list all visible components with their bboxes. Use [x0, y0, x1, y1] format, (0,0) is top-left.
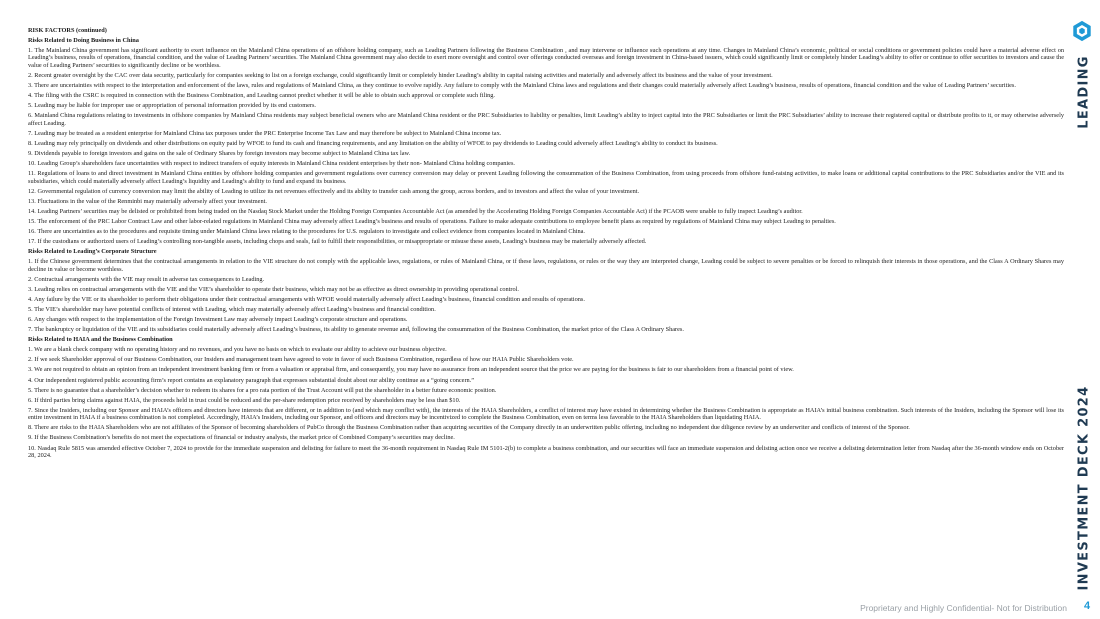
risk-item: 10. Leading Group’s shareholders face uncertainties with respect to indirect transfers of equity interests in Mainland China resident enterprises by their non- Mainland China holding companies. [28, 160, 515, 168]
risk-item: 16. There are uncertainties as to the procedures and requisite timing under Mainland China laws relating to the procedures for U.S. regulators to investigate and collect evidence from companies located in Mainland China. [28, 228, 585, 236]
risk-item: 17. If the custodians or authorized users of Leading’s controlling non-tangible assets, including chops and seals, fail to fulfill their responsibilities, or misappropriate or misuse these assets, Leading’s business may be materially adversely affected. [28, 238, 647, 246]
risk-item: 2. Contractual arrangements with the VIE may result in adverse tax consequences to Leading. [28, 275, 265, 283]
risk-item: 8. Leading may rely principally on dividends and other distributions on equity paid by WFOE to fund its cash and financing requirements, and any limitation on the ability of WFOE to pay dividends to Leading could adversely affect Leading’s ability to conduct its business. [28, 139, 718, 147]
risk-item: 10. Nasdaq Rule 5815 was amended effective October 7, 2024 to provide for the immediate suspension and delisting for failure to meet the 36-month requirement in Nasdaq Rule IM 5101-2(b) to complete a business combination, and our securities will face an immediate suspension and delisting action once we receive a delisting determination letter from Nasdaq after the 36-month window ends on October 28, 2024. [28, 444, 1064, 459]
risk-item: 3. We are not required to obtain an opinion from an independent investment banking firm or from a valuation or appraisal firm, and consequently, you may have no assurance from an independent source that the price we are paying for the business is fair to our shareholders from a financial point of view. [28, 366, 794, 374]
risk-item: 13. Fluctuations in the value of the Renminbi may materially adversely affect your investment. [28, 197, 267, 205]
leading-logo-icon [1071, 20, 1093, 42]
confidential-footer: Proprietary and Highly Confidential- Not for Distribution [860, 603, 1067, 613]
risk-item: 2. If we seek Shareholder approval of our Business Combination, our Insiders and management team have agreed to vote in favor of such Business Combination, regardless of how our HAIA Public Shareholders vote. [28, 356, 574, 364]
section-heading-corporate-structure: Risks Related to Leading’s Corporate Structure [28, 248, 157, 256]
section-heading-haia: Risks Related to HAIA and the Business Combination [28, 336, 173, 344]
section-heading-china: Risks Related to Doing Business in China [28, 37, 139, 44]
risk-item: 9. If the Business Combination’s benefits do not meet the expectations of financial or industry analysts, the market price of Combined Company’s securities may decline. [28, 434, 455, 442]
risk-item: 6. If third parties bring claims against HAIA, the proceeds held in trust could be reduced and the per-share redemption price received by shareholders may be less than $10. [28, 396, 461, 404]
page-title: RISK FACTORS (continued) [28, 27, 107, 34]
risk-item: 14. Leading Partners’ securities may be delisted or prohibited from being traded on the Nasdaq Stock Market under the Holding Foreign Companies Accountable Act (as amended by the Accelerating Holding Foreign Companies Accountable Act) if the PCAOB were unable to fully inspect Leading’s auditor. [28, 207, 803, 215]
deck-label: INVESTMENT DECK 2024 [1076, 385, 1092, 591]
risk-item: 7. Since the Insiders, including our Sponsor and HAIA’s officers and directors have interests that are different, or in addition to (and which may conflict with), the interests of the HAIA Shareholders, a conflict of interest may have existed in determining whether the Business Combination is appropriate as HAIA’s initial business combination. Such interests of the Insiders, including the Sponsor will lose its entire investment in HAIA if a business combination is not completed. Accordingly, HAIA’s Insiders, including our Sponsor, and officers and directors may be incentivized to complete the Business Combination, even on terms less favorable to the HAIA Shareholders than liquidating HAIA. [28, 406, 1064, 422]
risk-item: 5. There is no guarantee that a shareholder’s decision whether to redeem its shares for a pro rata portion of the Trust Account will put the shareholder in a better future economic position. [28, 386, 497, 394]
risk-item: 8. There are risks to the HAIA Shareholders who are not affiliates of the Sponsor of becoming shareholders of PubCo through the Business Combination rather than acquiring securities of the Company directly in an underwritten public offering, including no independent due diligence review by an underwriter and conflicts of interest of the Sponsor. [28, 424, 910, 432]
brand-name: LEADING [1076, 55, 1092, 129]
risk-item: 3. Leading relies on contractual arrangements with the VIE and the VIE’s shareholder to operate their business, which may not be as effective as direct ownership in providing operational control. [28, 285, 520, 293]
risk-item: 5. Leading may be liable for improper use or appropriation of personal information provided by its end customers. [28, 102, 317, 110]
risk-item: 1. If the Chinese government determines that the contractual arrangements in relation to the VIE structure do not comply with the applicable laws, regulations, or rules of Mainland China, or if these laws, regulations, or rules or the way they are interpreted change, Leading could be subject to severe penalties or be forced to relinquish their interests in those operations, and the Class A Ordinary Shares may decline in value or become worthless. [28, 258, 1064, 273]
risk-item: 15. The enforcement of the PRC Labor Contract Law and other labor-related regulations in Mainland China may adversely affect Leading’s business and results of operations. Failure to make adequate contributions to employee benefit plans as required by regulations of Mainland China may subject Leading to penalties. [28, 217, 836, 225]
risk-item: 9. Dividends payable to foreign investors and gains on the sale of Ordinary Shares by foreign investors may become subject to Mainland China tax law. [28, 149, 411, 157]
risk-item: 5. The VIE’s shareholder may have potential conflicts of interest with Leading, which may materially adversely affect Leading’s business and financial condition. [28, 306, 436, 313]
risk-item: 3. There are uncertainties with respect to the interpretation and enforcement of the laws, rules and regulations of Mainland China, as they continue to evolve rapidly. Any failure to comply with the Mainland China laws and regulations and their changes could materially adversely affect Leading’s business, results of operations, financial condition and the value of Leading Partners’ securities. [28, 82, 1016, 89]
page-number: 4 [1084, 600, 1091, 612]
risk-item: 2. Recent greater oversight by the CAC over data security, particularly for companies seeking to list on a foreign exchange, could significantly limit or completely hinder Leading’s ability in capital raising activities and materially and adversely affect its business and the value of your investment. [28, 71, 773, 79]
risk-item: 1. The Mainland China government has significant authority to exert influence on the Mainland China operations of an offshore holding company, such as Leading Partners following the Business Combination , and may intervene or influence such operations at any time. Changes in Mainland China’s economic, political or social conditions or government policies could have a material adverse effect on Leading’s business, results of operations, financial condition, and the value of Leading Partners’ securities. The Mainland China government may also decide to exert more oversight and control over offerings conducted overseas and foreign investment in China-based issuers, which could significantly limit or completely hinder Leading’s ability to offer or continue to offer securities to investors and cause the value of Leading Partners’ securities to significantly decline or be worthless. [28, 47, 1064, 69]
risk-item: 4. The filing with the CSRC is required in connection with the Business Combination, and Leading cannot predict whether it will be able to obtain such approval or complete such filing. [28, 92, 495, 100]
risk-item: 12. Governmental regulation of currency conversion may limit the ability of Leading to utilize its net revenues effectively and its ability to transfer cash among the group, across borders, and to investors and affect the value of your investment. [28, 187, 640, 195]
risk-factors-document [28, 27, 1064, 462]
risk-item: 7. The bankruptcy or liquidation of the VIE and its subsidiaries could materially adversely affect Leading’s business, its ability to generate revenue and, following the consummation of the Business Combination, the market price of the Class A Ordinary Shares. [28, 326, 684, 334]
risk-item: 7. Leading may be treated as a resident enterprise for Mainland China tax purposes under the PRC Enterprise Income Tax Law and may therefore be subject to Mainland China income tax. [28, 129, 502, 137]
risk-item: 4. Our independent registered public accounting firm’s report contains an explanatory paragraph that expresses substantial doubt about our ability continue as a “going concern.” [28, 376, 475, 384]
risk-item: 1. We are a blank check company with no operating history and no revenues, and you have no basis on which to evaluate our ability to achieve our business objective. [28, 346, 447, 354]
risk-item: 11. Regulations of loans to and direct investment in Mainland China entities by offshore holding companies and government regulations over currency conversion may delay or prevent Leading following the consummation of the Business Combination, from using proceeds from offshore fund-raising activities, to make loans or additional capital contributions to the PRC Subsidiaries and/or the VIE and its subsidiaries, which could materially adversely affect Leading’s liquidity and Leading’s ability to fund and expand its business. [28, 170, 1064, 185]
risk-item: 4. Any failure by the VIE or its shareholder to perform their obligations under their contractual arrangements with WFOE would materially adversely affect Leading’s business, financial condition and results of operations. [28, 295, 585, 303]
risk-item: 6. Any changes with respect to the implementation of the Foreign Investment Law may adversely impact Leading’s corporate structure and operations. [28, 316, 408, 324]
risk-item: 6. Mainland China regulations relating to investments in offshore companies by Mainland China residents may subject beneficial owners who are Mainland China resident or the PRC Subsidiaries to liability or penalties, limit Leading’s ability to inject capital into the PRC Subsidiaries or limit the PRC Subsidiaries’ ability to increase their registered capital or distribute profits to it, or may otherwise adversely affect Leading. [28, 112, 1064, 127]
